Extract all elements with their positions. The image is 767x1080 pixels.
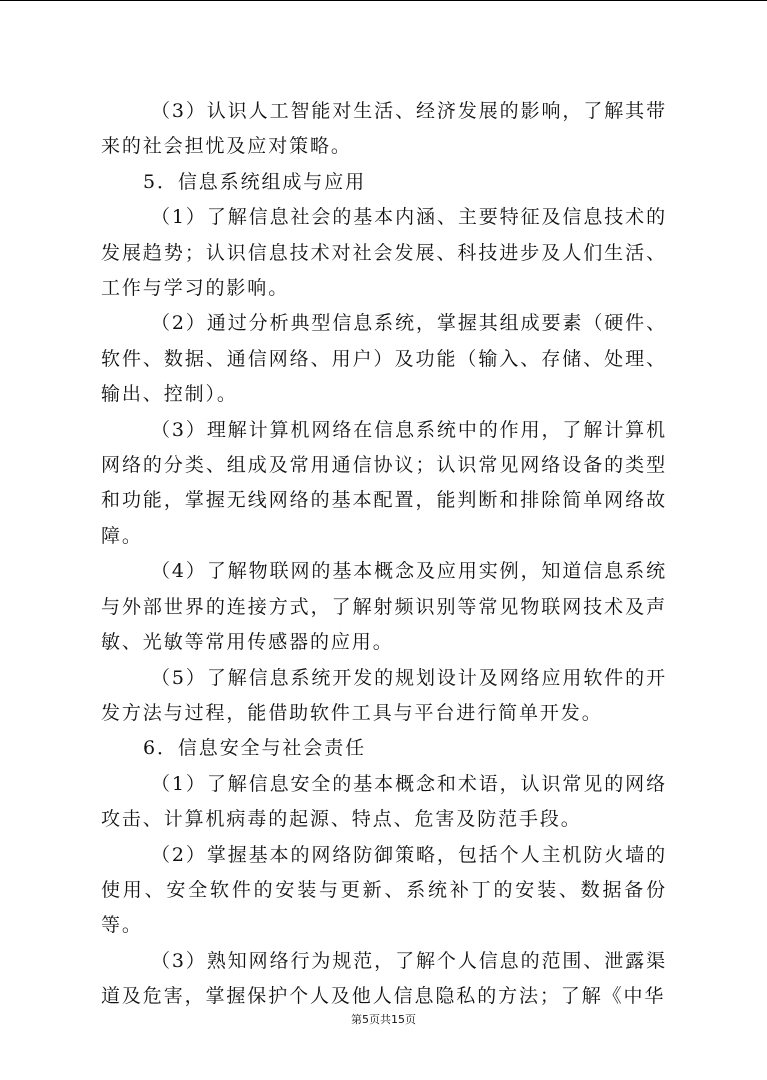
body-paragraph: （1）了解信息安全的基本概念和术语，认识常见的网络攻击、计算机病毒的起源、特点、危害及防范手段。 (101, 772, 667, 831)
body-paragraph: （4）了解物联网的基本概念及应用实例，知道信息系统与外部世界的连接方式，了解射频识别等常见物联网技术及声敏、光敏等常用传感器的应用。 (101, 560, 667, 654)
top-border-line (0, 0, 767, 1)
body-paragraph: （3）熟知网络行为规范，了解个人信息的范围、泄露渠道及危害，掌握保护个人及他人信息隐私的方法；了解《中华 (101, 949, 667, 1008)
section-heading: 5．信息系统组成与应用 (143, 170, 366, 193)
body-paragraph: （5）了解信息系统开发的规划设计及网络应用软件的开发方法与过程，能借助软件工具与平台进行简单开发。 (101, 666, 667, 724)
section-heading: 6．信息安全与社会责任 (143, 737, 366, 760)
body-paragraph: （1）了解信息社会的基本内涵、主要特征及信息技术的发展趋势；认识信息技术对社会发展、科技进步及人们生活、工作与学习的影响。 (101, 206, 667, 300)
document-body (101, 94, 667, 1015)
body-paragraph: （3）认识人工智能对生活、经济发展的影响，了解其带来的社会担忧及应对策略。 (101, 100, 667, 158)
body-paragraph: （2）通过分析典型信息系统，掌握其组成要素（硬件、软件、数据、通信网络、用户）及功能（输入、存储、处理、输出、控制）。 (101, 312, 667, 406)
page-number-footer: 第5页共15页 (351, 1013, 416, 1026)
body-paragraph: （3）理解计算机网络在信息系统中的作用，了解计算机网络的分类、组成及常用通信协议；认识常见网络设备的类型和功能，掌握无线网络的基本配置，能判断和排除简单网络故障。 (101, 418, 667, 547)
body-paragraph: （2）掌握基本的网络防御策略，包括个人主机防火墙的使用、安全软件的安装与更新、系统补丁的安装、数据备份等。 (101, 843, 667, 937)
